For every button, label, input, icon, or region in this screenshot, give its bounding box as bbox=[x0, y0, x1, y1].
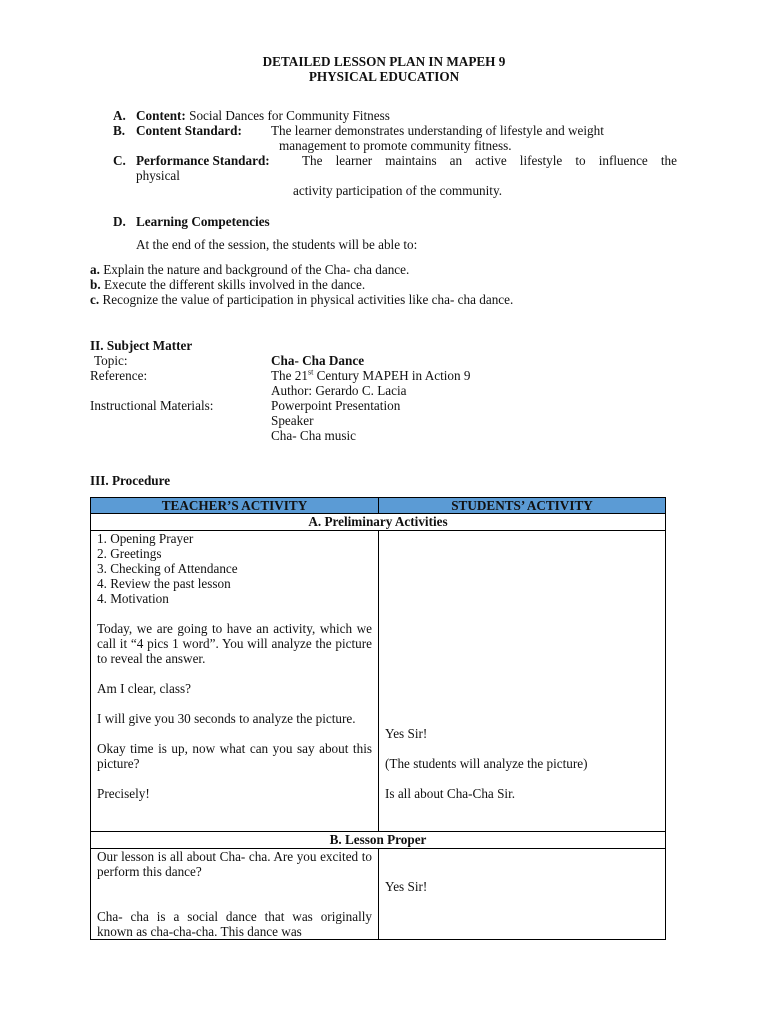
teacher-statement: Cha- cha is a social dance that was originally known as cha-cha-cha. This dance was bbox=[97, 909, 372, 939]
student-response: (The students will analyze the picture) bbox=[385, 756, 588, 771]
content-line bbox=[136, 108, 390, 123]
content-item bbox=[113, 108, 126, 123]
teacher-cell bbox=[91, 849, 379, 940]
teacher-statement: Precisely! bbox=[97, 786, 150, 801]
objective-item bbox=[90, 292, 513, 307]
student-response: Is all about Cha-Cha Sir. bbox=[385, 786, 516, 801]
students-activity-header: STUDENTS’ ACTIVITY bbox=[379, 498, 666, 514]
content-text: Social Dances for Community Fitness bbox=[189, 108, 390, 123]
table-row bbox=[91, 531, 666, 832]
performance-standard-text: The learner maintains an active lifestyle to influence the bbox=[302, 153, 677, 168]
table-row bbox=[91, 849, 666, 940]
teacher-statement: Okay time is up, now what can you say about this picture? bbox=[97, 741, 372, 771]
prelim-step: 4. Motivation bbox=[97, 591, 169, 606]
prelim-step: 2. Greetings bbox=[97, 546, 162, 561]
performance-standard-text-cont2: activity participation of the community. bbox=[293, 183, 502, 198]
student-cell bbox=[379, 849, 666, 940]
reference-superscript: st bbox=[308, 367, 314, 377]
preliminary-activities-heading: A. Preliminary Activities bbox=[91, 514, 666, 531]
procedure-table bbox=[90, 497, 666, 940]
content-standard-text: The learner demonstrates understanding of lifestyle and weight bbox=[271, 123, 604, 138]
teacher-statement: Am I clear, class? bbox=[97, 681, 191, 696]
materials-label: Instructional Materials: bbox=[90, 398, 214, 413]
objective-marker: b. bbox=[90, 277, 101, 292]
student-response: Yes Sir! bbox=[385, 879, 428, 894]
procedure-heading: III. Procedure bbox=[90, 473, 171, 488]
content-standard-text-cont: management to promote community fitness. bbox=[279, 138, 512, 153]
teacher-activity-header: TEACHER’S ACTIVITY bbox=[91, 498, 379, 514]
material-item: Speaker bbox=[271, 413, 314, 428]
teacher-statement: Today, we are going to have an activity, which we call it “4 pics 1 word”. You will analyze the picture to reveal the answer. bbox=[97, 621, 372, 666]
lesson-proper-heading: B. Lesson Proper bbox=[91, 832, 666, 849]
objective-item bbox=[90, 262, 409, 277]
objective-text: Execute the different skills involved in the dance. bbox=[103, 277, 366, 292]
performance-standard-label: Performance Standard: bbox=[136, 153, 270, 168]
item-marker: C. bbox=[113, 153, 126, 168]
teacher-cell bbox=[91, 531, 379, 832]
competencies-intro: At the end of the session, the students will be able to: bbox=[136, 237, 418, 252]
performance-standard-text-cont: physical bbox=[136, 168, 180, 183]
document-title: DETAILED LESSON PLAN IN MAPEH 9 bbox=[262, 54, 506, 69]
objective-item bbox=[90, 277, 365, 292]
topic-value: Cha- Cha Dance bbox=[271, 353, 365, 368]
table-header-row bbox=[91, 498, 666, 514]
item-marker: D. bbox=[113, 214, 126, 229]
reference-text: The 21 bbox=[271, 368, 308, 383]
material-item: Powerpoint Presentation bbox=[271, 398, 401, 413]
reference-text-post: Century MAPEH in Action 9 bbox=[313, 368, 471, 383]
objective-text: Explain the nature and background of the Cha- cha dance. bbox=[103, 262, 410, 277]
student-response: Yes Sir! bbox=[385, 726, 428, 741]
objective-text: Recognize the value of participation in physical activities like cha- cha dance. bbox=[102, 292, 514, 307]
content-label: Content: bbox=[136, 108, 186, 123]
teacher-statement: Our lesson is all about Cha- cha. Are you excited to perform this dance? bbox=[97, 849, 372, 879]
content-standard-label: Content Standard: bbox=[136, 123, 242, 138]
reference-author: Author: Gerardo C. Lacia bbox=[271, 383, 407, 398]
student-cell bbox=[379, 531, 666, 832]
prelim-step: 3. Checking of Attendance bbox=[97, 561, 238, 576]
section-row bbox=[91, 514, 666, 531]
subject-matter-heading: II. Subject Matter bbox=[90, 338, 193, 353]
learning-competencies-label: Learning Competencies bbox=[136, 214, 270, 229]
teacher-statement: I will give you 30 seconds to analyze the picture. bbox=[97, 711, 356, 726]
objective-marker: c. bbox=[90, 292, 100, 307]
prelim-step: 1. Opening Prayer bbox=[97, 531, 194, 546]
item-marker: A. bbox=[113, 108, 126, 123]
objective-marker: a. bbox=[90, 262, 100, 277]
document-subtitle: PHYSICAL EDUCATION bbox=[308, 69, 460, 84]
reference-value bbox=[271, 368, 471, 383]
item-marker: B. bbox=[113, 123, 126, 138]
section-row bbox=[91, 832, 666, 849]
prelim-step: 4. Review the past lesson bbox=[97, 576, 231, 591]
topic-label: Topic: bbox=[94, 353, 128, 368]
reference-label: Reference: bbox=[90, 368, 148, 383]
material-item: Cha- Cha music bbox=[271, 428, 356, 443]
